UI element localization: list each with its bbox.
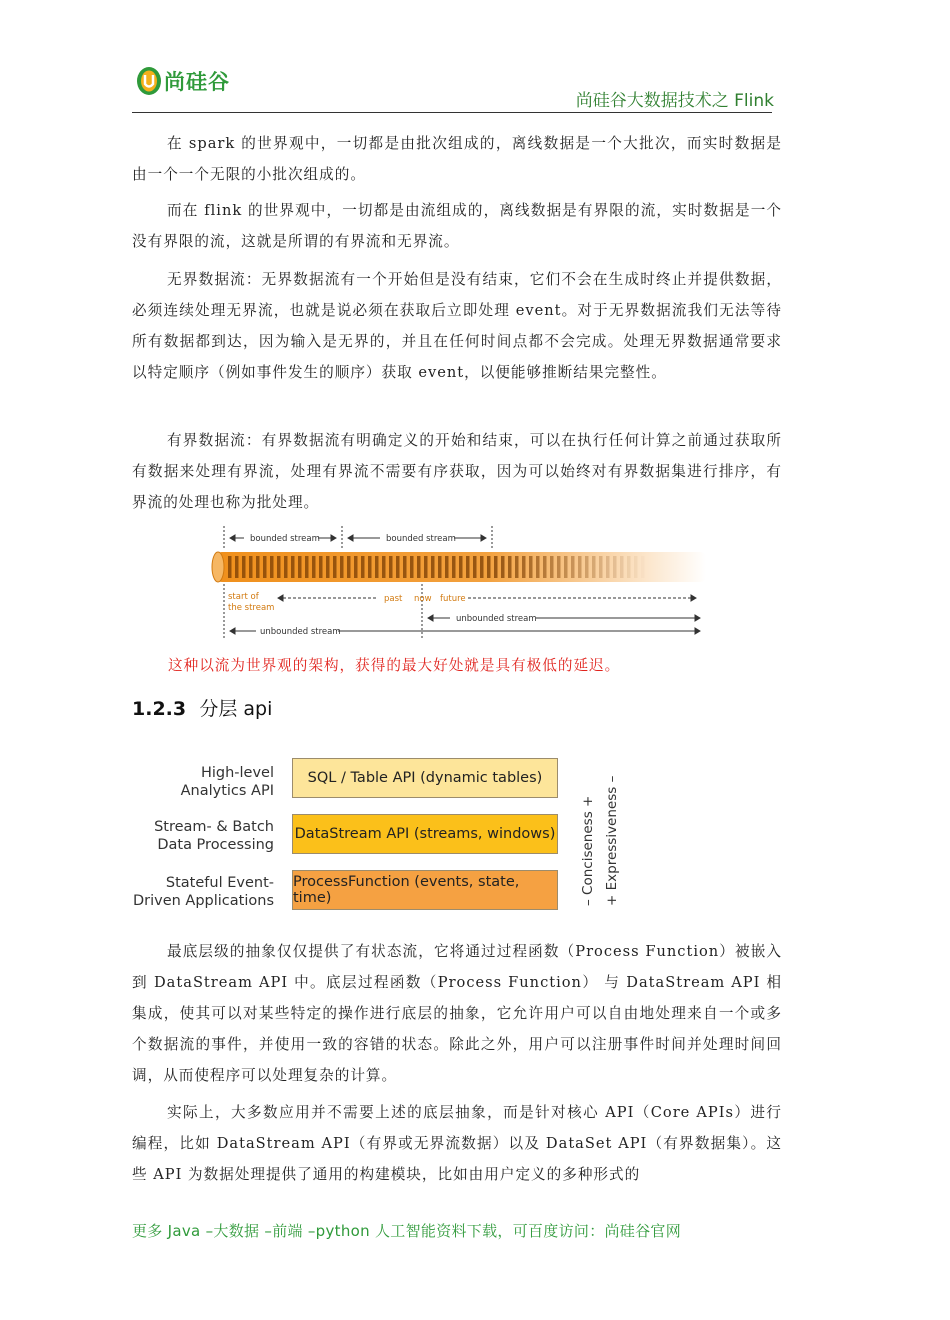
paragraph-core-apis: 实际上，大多数应用并不需要上述的底层抽象，而是针对核心 API（Core APIs）进行编程，比如 DataStream API（有界或无界流数据）以及 DataSet API（有界数据集）。这些 API 为数据处理提供了通用的构建模块，比如由用户定义的多种形式的	[132, 1104, 782, 1183]
stream-event-tick	[424, 556, 428, 578]
layer-label-stateful	[133, 874, 274, 910]
stream-event-tick	[312, 556, 316, 578]
stream-event-tick	[445, 556, 449, 578]
stream-event-tick	[438, 556, 442, 578]
layer-box-datastream-api: DataStream API (streams, windows)	[292, 814, 558, 854]
stream-event-tick	[620, 556, 624, 578]
layer-label-line: Analytics API	[180, 783, 274, 799]
stream-event-tick	[515, 556, 519, 578]
stream-event-tick	[235, 556, 239, 578]
stream-event-tick	[641, 556, 645, 578]
stream-event-tick	[669, 556, 673, 578]
logo-text: 尚硅谷	[164, 70, 230, 94]
stream-event-tick	[599, 556, 603, 578]
paragraph-bounded: 有界数据流：有界数据流有明确定义的开始和结束，可以在执行任何计算之前通过获取所有数据来处理有界流，处理有界流不需要有序获取，因为可以始终对有界数据集进行排序，有界流的处理也称为批处理。	[132, 432, 782, 511]
layer-box-processfunction: ProcessFunction (events, state, time)	[292, 870, 558, 910]
stream-event-tick	[648, 556, 652, 578]
stream-event-tick	[487, 556, 491, 578]
stream-event-tick	[473, 556, 477, 578]
stream-event-tick	[263, 556, 267, 578]
stream-event-tick	[494, 556, 498, 578]
stream-event-tick	[571, 556, 575, 578]
stream-event-tick	[354, 556, 358, 578]
layer-label-line: Stream- & Batch	[154, 819, 274, 835]
section-number: 1.2.3	[132, 698, 187, 720]
stream-event-tick	[543, 556, 547, 578]
stream-event-tick	[655, 556, 659, 578]
unbounded-stream-label-1: unbounded stream	[456, 614, 537, 624]
stream-event-tick	[501, 556, 505, 578]
stream-event-tick	[403, 556, 407, 578]
stream-event-tick	[627, 556, 631, 578]
stream-event-tick	[431, 556, 435, 578]
stream-event-tick	[375, 556, 379, 578]
stream-event-tick	[592, 556, 596, 578]
paragraph-lowest-level: 最底层级的抽象仅仅提供了有状态流，它将通过过程函数（Process Function）被嵌入到 DataStream API 中。底层过程函数（Process Function） 与 DataStream API 相集成，使其可以对某些特定的操作进行底层的抽象，它允许用户可以自由地处理来自一个或多个数据流的事件，并使用一致的容错的状态。除此之外，用户可以注册事件时间并处理时间回调，从而使程序可以处理复杂的计算。	[132, 943, 782, 1084]
section-title-text: 分层 api	[199, 698, 273, 720]
stream-event-tick	[333, 556, 337, 578]
stream-event-tick	[578, 556, 582, 578]
stream-event-tick	[606, 556, 610, 578]
stream-event-tick	[242, 556, 246, 578]
paragraph-unbounded: 无界数据流：无界数据流有一个开始但是没有结束，它们不会在生成时终止并提供数据，必须连续处理无界流，也就是说必须在获取后立即处理 event。对于无界数据流我们无法等待所有数据都到达，因为输入是无界的，并且在任何时间点都不会完成。处理无界数据通常要求以特定顺序（例如事件发生的顺序）获取 event，以便能够推断结果完整性。	[132, 271, 782, 381]
layer-label-line: Stateful Event-	[165, 875, 274, 891]
stream-event-tick	[613, 556, 617, 578]
section-heading	[132, 694, 272, 721]
header-logo	[136, 66, 230, 96]
stream-event-tick	[256, 556, 260, 578]
conciseness-axis-label: – Conciseness +	[580, 795, 596, 906]
expressiveness-axis-label: + Expressiveness –	[604, 775, 620, 906]
stream-event-tick	[382, 556, 386, 578]
bounded-unbounded-stream-figure	[206, 522, 716, 648]
red-caption: 这种以流为世界观的架构，获得的最大好处就是具有极低的延迟。	[168, 657, 621, 674]
stream-event-tick	[291, 556, 295, 578]
stream-event-tick	[585, 556, 589, 578]
stream-event-tick	[368, 556, 372, 578]
header-divider	[132, 112, 772, 113]
stream-event-tick	[459, 556, 463, 578]
stream-event-tick	[410, 556, 414, 578]
stream-event-tick	[298, 556, 302, 578]
stream-event-tick	[508, 556, 512, 578]
stream-event-tick	[347, 556, 351, 578]
layer-label-high-level	[181, 764, 274, 800]
stream-event-tick	[270, 556, 274, 578]
now-label: now	[414, 594, 432, 604]
future-label: future	[440, 594, 466, 604]
layer-label-line: Data Processing	[157, 837, 274, 853]
layer-label-line: High-level	[200, 765, 274, 781]
stream-event-tick	[389, 556, 393, 578]
stream-event-tick	[284, 556, 288, 578]
stream-event-tick	[417, 556, 421, 578]
doc-title: 尚硅谷大数据技术之 Flink	[575, 91, 774, 111]
start-of-label: start of	[228, 592, 259, 602]
stream-event-tick	[228, 556, 232, 578]
layered-api-figure	[132, 752, 632, 922]
stream-event-tick	[466, 556, 470, 578]
stream-start-cap	[212, 552, 224, 582]
stream-event-tick	[634, 556, 638, 578]
footer-promo: 更多 Java –大数据 –前端 –python 人工智能资料下载，可百度访问：尚硅谷官网	[132, 1222, 681, 1240]
stream-event-tick	[536, 556, 540, 578]
past-label: past	[384, 594, 403, 604]
stream-event-tick	[662, 556, 666, 578]
bounded-stream-label-1: bounded stream	[250, 534, 320, 544]
bounded-stream-label-2: bounded stream	[386, 534, 456, 544]
stream-event-tick	[319, 556, 323, 578]
stream-event-tick	[396, 556, 400, 578]
stream-event-tick	[529, 556, 533, 578]
the-stream-label: the stream	[228, 603, 275, 613]
stream-event-tick	[557, 556, 561, 578]
layer-box-sql-table-api: SQL / Table API (dynamic tables)	[292, 758, 558, 798]
stream-event-tick	[326, 556, 330, 578]
stream-event-tick	[564, 556, 568, 578]
stream-event-tick	[522, 556, 526, 578]
paragraph-flink: 而在 flink 的世界观中，一切都是由流组成的，离线数据是有界限的流，实时数据是一个没有界限的流，这就是所谓的有界流和无界流。	[132, 202, 782, 250]
stream-event-tick	[249, 556, 253, 578]
logo-mark-icon	[136, 66, 162, 96]
stream-event-tick	[340, 556, 344, 578]
stream-event-tick	[305, 556, 309, 578]
unbounded-stream-label-2: unbounded stream	[260, 627, 341, 637]
paragraph-spark: 在 spark 的世界观中，一切都是由批次组成的，离线数据是一个大批次，而实时数据是由一个一个无限的小批次组成的。	[132, 135, 782, 183]
layer-label-stream-batch	[154, 818, 274, 854]
layer-label-line: Driven Applications	[132, 893, 274, 909]
stream-event-tick	[361, 556, 365, 578]
stream-event-tick	[277, 556, 281, 578]
stream-event-tick	[550, 556, 554, 578]
stream-event-tick	[452, 556, 456, 578]
stream-event-tick	[480, 556, 484, 578]
